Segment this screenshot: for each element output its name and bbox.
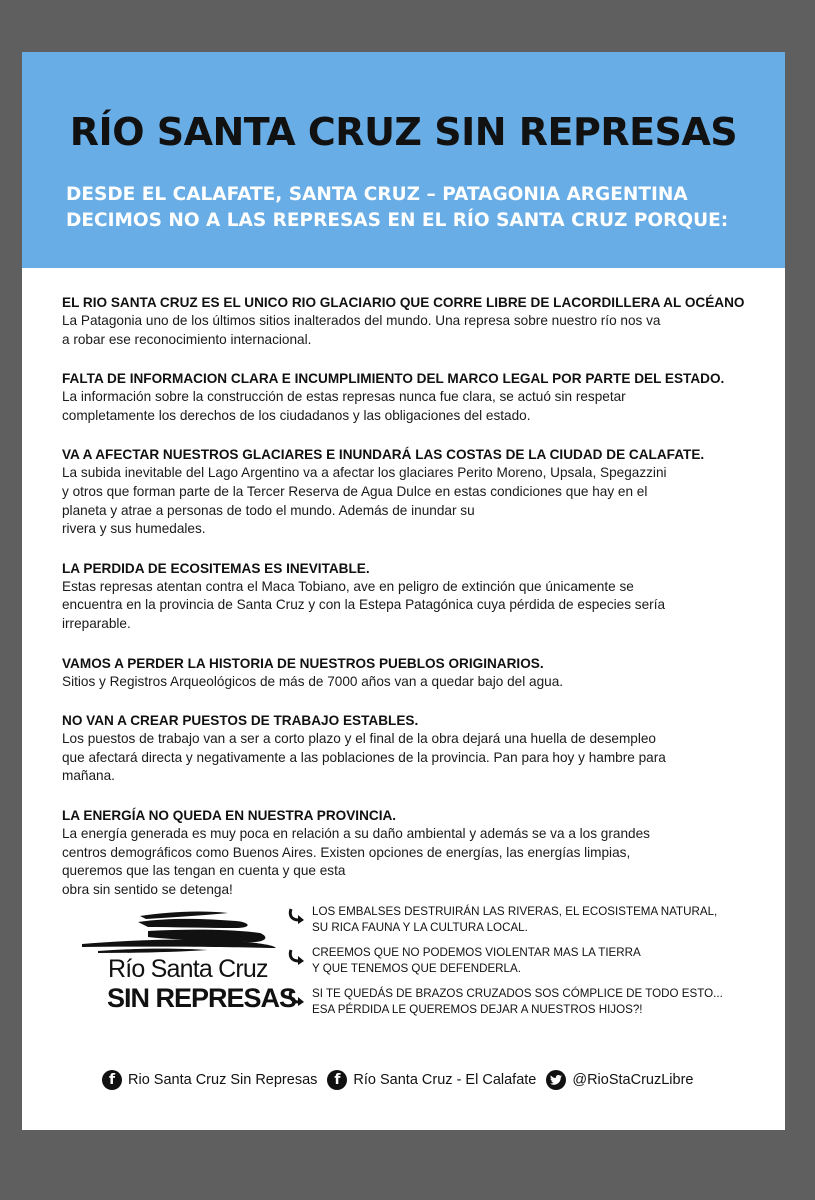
- text-line: obra sin sentido se detenga!: [62, 881, 233, 897]
- social-link-facebook-2[interactable]: [327, 1070, 536, 1090]
- reason-section: [62, 654, 774, 692]
- logo-line-2: SIN REPRESAS: [107, 983, 297, 1013]
- text-line: La energía generada es muy poca en relación a su daño ambiental y además se va a los grandes: [62, 825, 650, 841]
- bullet-item: [284, 945, 764, 977]
- reason-text: [62, 673, 774, 692]
- reason-section: [62, 806, 774, 899]
- reason-text: [62, 578, 774, 634]
- reason-section: [62, 369, 774, 425]
- social-label: Rio Santa Cruz Sin Represas: [128, 1072, 318, 1088]
- reason-heading: FALTA DE INFORMACION CLARA E INCUMPLIMIENTO DEL MARCO LEGAL POR PARTE DEL ESTADO.: [62, 371, 725, 387]
- bullet-line: CREEMOS QUE NO PODEMOS VIOLENTAR MAS LA TIERRA: [312, 946, 641, 959]
- reasons-list: [62, 293, 774, 919]
- curved-arrow-icon: [288, 949, 306, 965]
- text-line: queremos que las tengan en cuenta y que esta: [62, 863, 346, 879]
- subtitle-line: DECIMOS NO A LAS REPRESAS EN EL RÍO SANTA CRUZ PORQUE:: [66, 210, 729, 231]
- text-line: La información sobre la construcción de estas represas nunca fue clara, se actuó sin respetar: [62, 389, 626, 405]
- reason-text: [62, 825, 774, 899]
- text-line: irreparable.: [62, 615, 131, 631]
- logo-line-1: Río Santa Cruz: [108, 955, 268, 983]
- text-line: centros demográficos como Buenos Aires. Existen opciones de energías, las energías limpias,: [62, 844, 631, 860]
- reason-text: [62, 464, 774, 538]
- river-logo-icon: [78, 907, 278, 957]
- text-line: Los puestos de trabajo van a ser a corto plazo y el final de la obra dejará una huella de desempleo: [62, 731, 656, 747]
- text-line: que afectará directa y negativamente a las poblaciones de la provincia. Pan para hoy y hambre para: [62, 749, 666, 765]
- bullet-line: ESA PÉRDIDA LE QUEREMOS DEJAR A NUESTROS HIJOS?!: [312, 1003, 643, 1016]
- text-line: rivera y sus humedales.: [62, 521, 206, 537]
- reason-section: [62, 711, 774, 786]
- bullet-line: SI TE QUEDÁS DE BRAZOS CRUZADOS SOS CÓMPLICE DE TODO ESTO...: [312, 987, 723, 1000]
- social-label: Río Santa Cruz - El Calafate: [353, 1072, 537, 1088]
- reason-heading: VA A AFECTAR NUESTROS GLACIARES E INUNDARÁ LAS COSTAS DE LA CIUDAD DE CALAFATE.: [62, 447, 705, 463]
- bullet-item: [284, 986, 764, 1018]
- text-line: La subida inevitable del Lago Argentino va a afectar los glaciares Perito Moreno, Upsala, Spegazzini: [62, 465, 667, 481]
- curved-arrow-icon: [288, 908, 306, 924]
- header-banner: [22, 52, 785, 268]
- social-links: [102, 1069, 762, 1091]
- reason-heading: VAMOS A PERDER LA HISTORIA DE NUESTROS PUEBLOS ORIGINARIOS.: [62, 655, 544, 671]
- text-line: Estas represas atentan contra el Maca Tobiano, ave en peligro de extinción que únicamente se: [62, 578, 634, 594]
- campaign-logo: [78, 907, 297, 1027]
- subtitle-line: DESDE EL CALAFATE, SANTA CRUZ – PATAGONIA ARGENTINA: [66, 184, 688, 205]
- curved-arrow-icon: [288, 990, 306, 1006]
- facebook-icon: f: [102, 1070, 122, 1090]
- subtitle: [66, 182, 756, 234]
- text-line: Sitios y Registros Arqueológicos de más de 7000 años van a quedar bajo del agua.: [62, 673, 564, 689]
- text-line: a robar ese reconocimiento internacional.: [62, 331, 312, 347]
- bullet-line: SU RICA FAUNA Y LA CULTURA LOCAL.: [312, 921, 528, 934]
- text-line: mañana.: [62, 768, 115, 784]
- reason-text: [62, 730, 774, 786]
- social-link-twitter[interactable]: [546, 1070, 693, 1090]
- reason-heading: NO VAN A CREAR PUESTOS DE TRABAJO ESTABLES.: [62, 713, 419, 729]
- bullet-list: [284, 904, 764, 1027]
- twitter-icon: [546, 1070, 566, 1090]
- reason-heading: EL RIO SANTA CRUZ ES EL UNICO RIO GLACIARIO QUE CORRE LIBRE DE LACORDILLERA AL OCÉANO: [62, 295, 745, 310]
- reason-text: [62, 388, 774, 425]
- text-line: y otros que forman parte de la Tercer Reserva de Agua Dulce en estas condiciones que hay en el: [62, 483, 648, 499]
- reason-heading: LA ENERGÍA NO QUEDA EN NUESTRA PROVINCIA.: [62, 807, 397, 823]
- social-link-facebook-1[interactable]: [102, 1070, 317, 1090]
- social-label: @RioStaCruzLibre: [572, 1072, 694, 1088]
- reason-heading: LA PERDIDA DE ECOSITEMAS ES INEVITABLE.: [62, 560, 370, 576]
- reason-text: [62, 312, 774, 349]
- bullet-item: [284, 904, 764, 936]
- page-title: RÍO SANTA CRUZ SIN REPRESAS: [69, 110, 738, 154]
- facebook-icon: f: [327, 1070, 347, 1090]
- reason-section: [62, 559, 774, 634]
- bullet-line: LOS EMBALSES DESTRUIRÁN LAS RIVERAS, EL ECOSISTEMA NATURAL,: [312, 905, 718, 918]
- text-line: completamente los derechos de los ciudadanos y las obligaciones del estado.: [62, 407, 531, 423]
- flyer-sheet: [22, 52, 785, 1130]
- text-line: La Patagonia uno de los últimos sitios inalterados del mundo. Una represa sobre nuestro río nos va: [62, 313, 661, 328]
- reason-section: [62, 445, 774, 538]
- text-line: encuentra en la provincia de Santa Cruz y con la Estepa Patagónica cuya pérdida de especies sería: [62, 597, 666, 613]
- bullet-line: Y QUE TENEMOS QUE DEFENDERLA.: [312, 962, 521, 975]
- reason-section: [62, 293, 774, 349]
- text-line: planeta y atrae a personas de todo el mundo. Además de inundar su: [62, 502, 475, 518]
